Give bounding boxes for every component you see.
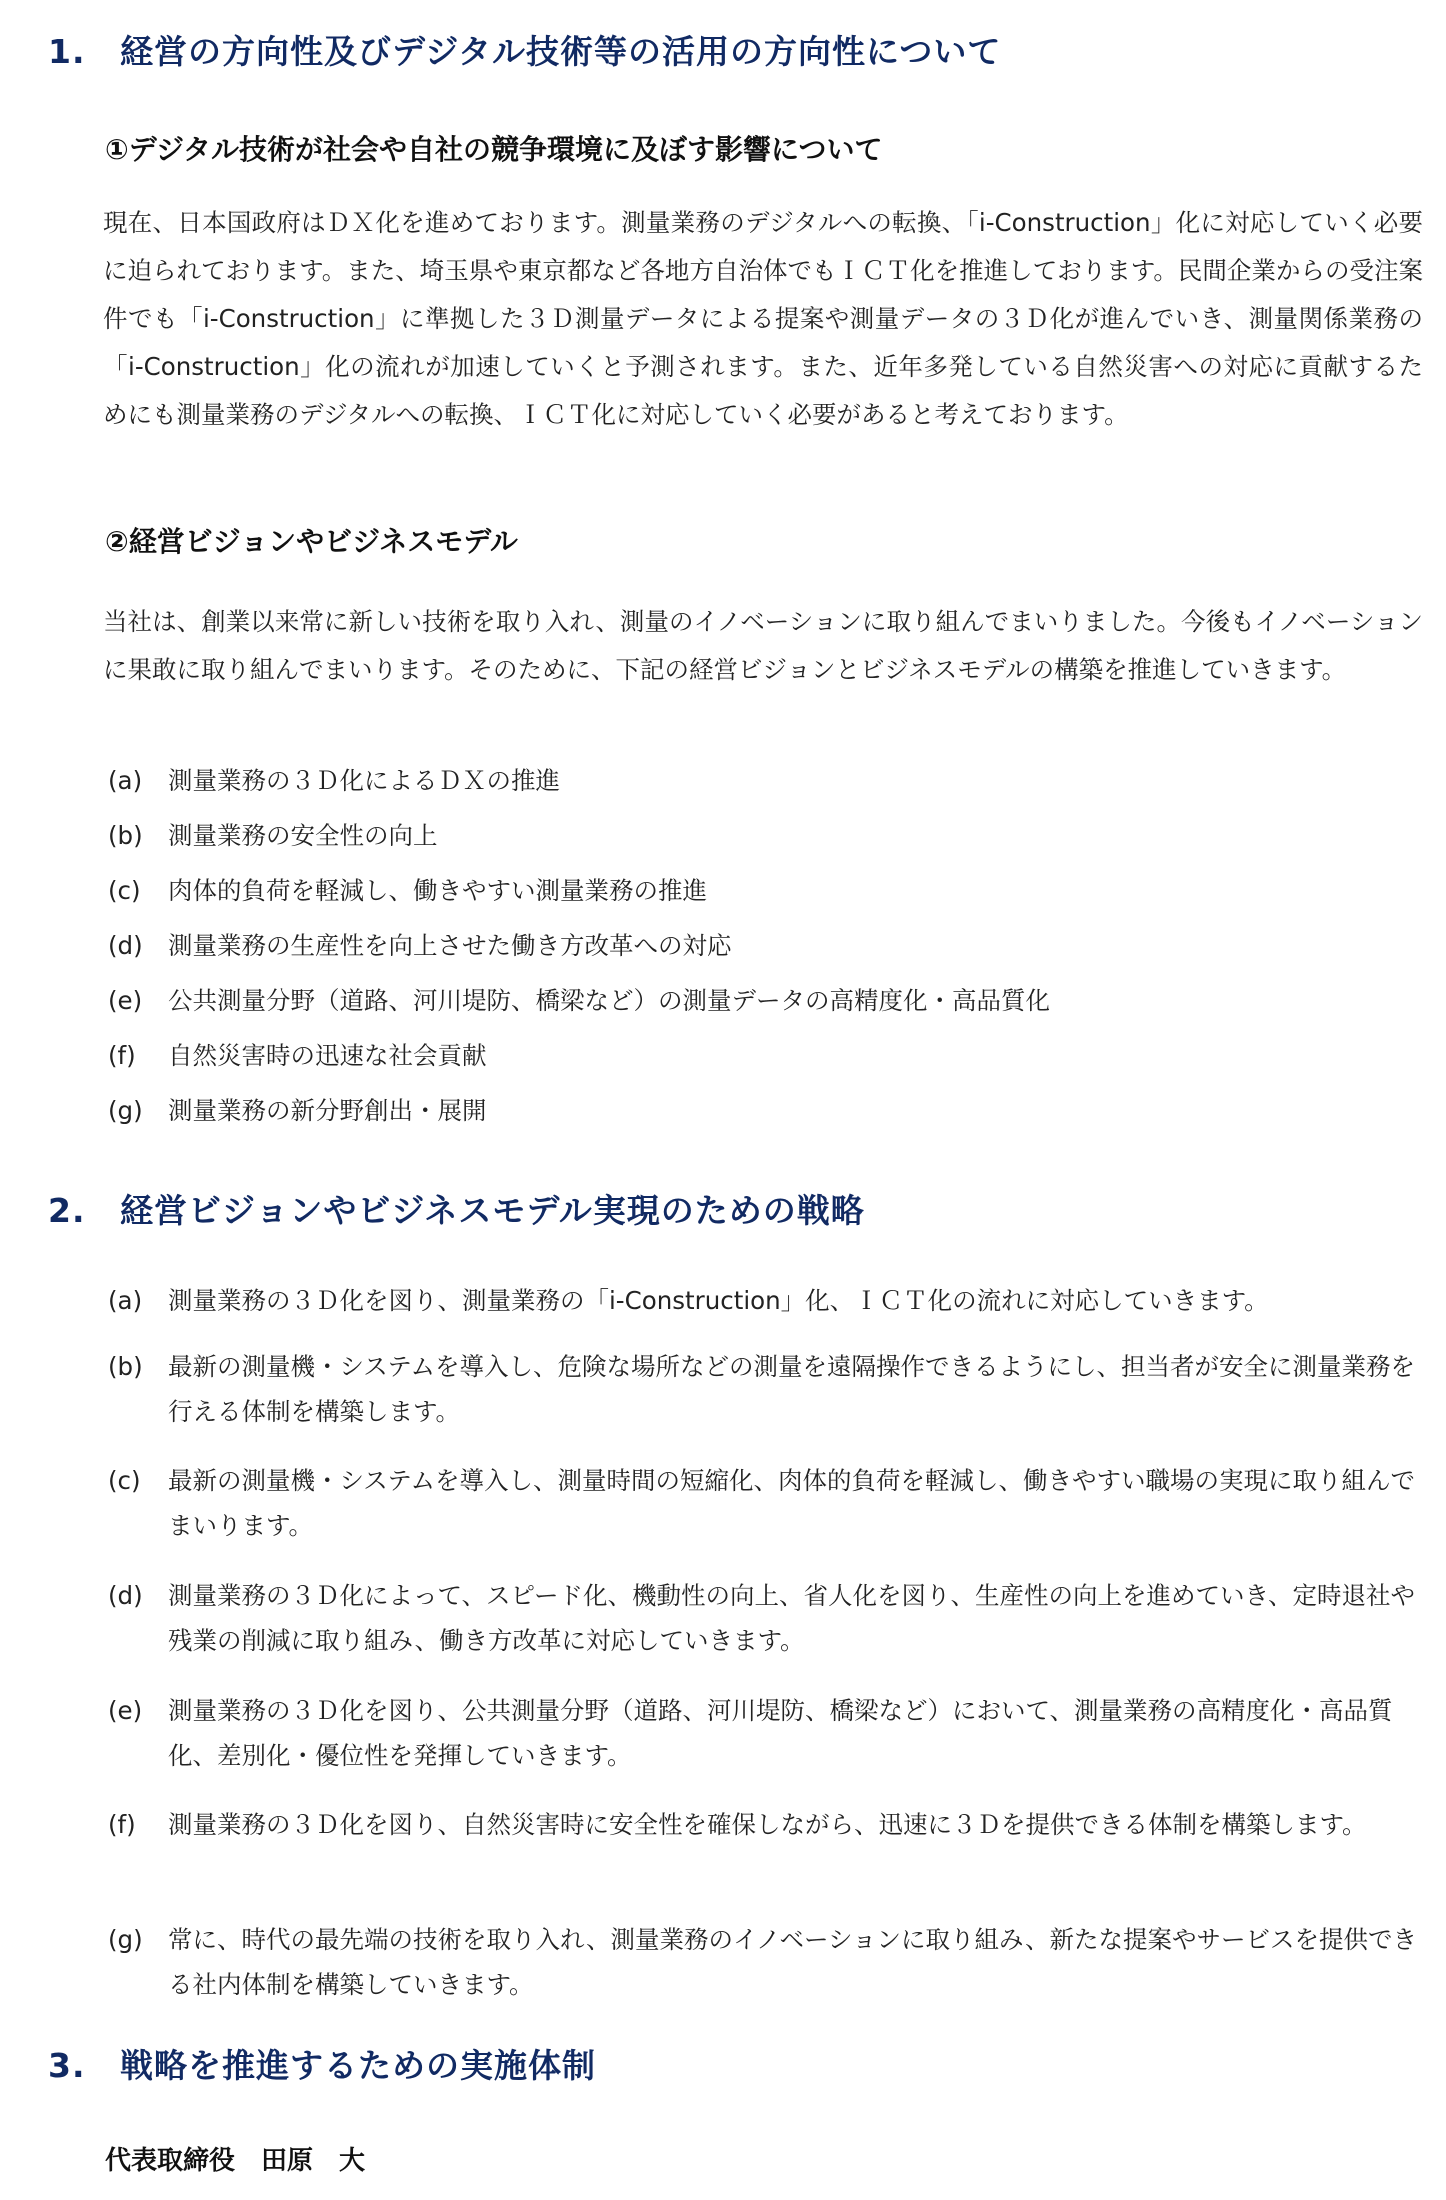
list-text: 測量業務の生産性を向上させた働き方改革への対応 bbox=[168, 931, 732, 960]
subsection-1-1-body: 現在、日本国政府はＤＸ化を進めております。測量業務のデジタルへの転換、「i-Construction」化に対応していく必要に迫られております。また、埼玉県や東京都など各地方自治体でもＩＣＴ化を推進しております。民間企業からの受注案件でも「i-Construction」に準拠した３Ｄ測量データによる提案や測量データの３Ｄ化が進んでいき、測量関係業務の「i-Construction」化の流れが加速していくと予測されます。また、近年多発している自然災害への対応に貢献するためにも測量業務のデジタルへの転換、ＩＣＴ化に対応していく必要があると考えております。 bbox=[103, 208, 1423, 429]
list-text: 最新の測量機・システムを導入し、危険な場所などの測量を遠隔操作できるようにし、担当者が安全に測量業務を行える体制を構築します。 bbox=[168, 1352, 1416, 1426]
section-3-title: 戦略を推進するための実施体制 bbox=[120, 2046, 596, 2085]
list-text: 公共測量分野（道路、河川堤防、橋梁など）の測量データの高精度化・高品質化 bbox=[168, 986, 1050, 1015]
list-marker: (e) bbox=[108, 1696, 143, 1725]
list-text: 最新の測量機・システムを導入し、測量時間の短縮化、肉体的負荷を軽減し、働きやすい職場の実現に取り組んでまいります。 bbox=[168, 1466, 1416, 1540]
section-2-number: 2. bbox=[48, 1191, 86, 1230]
list-marker: (g) bbox=[108, 1096, 143, 1125]
vision-item-e bbox=[108, 978, 1423, 1023]
list-text: 測量業務の新分野創出・展開 bbox=[168, 1096, 487, 1125]
vision-item-a bbox=[108, 758, 1423, 803]
section-1-heading bbox=[48, 26, 1001, 73]
section-1-number: 1. bbox=[48, 32, 86, 71]
list-text: 測量業務の安全性の向上 bbox=[168, 821, 438, 850]
list-text: 自然災害時の迅速な社会貢献 bbox=[168, 1041, 487, 1070]
vision-item-f bbox=[108, 1033, 1423, 1078]
section-1-title: 経営の方向性及びデジタル技術等の活用の方向性について bbox=[120, 32, 1002, 71]
strategy-item-c bbox=[108, 1458, 1423, 1548]
list-marker: (c) bbox=[108, 1466, 141, 1495]
section-2-title: 経営ビジョンやビジネスモデル実現のための戦略 bbox=[120, 1191, 865, 1230]
strategy-item-d bbox=[108, 1573, 1423, 1663]
list-text: 測量業務の３Ｄ化を図り、公共測量分野（道路、河川堤防、橋梁など）において、測量業務の高精度化・高品質化、差別化・優位性を発揮していきます。 bbox=[168, 1696, 1393, 1770]
section-3-heading bbox=[48, 2040, 596, 2087]
strategy-item-g bbox=[108, 1917, 1423, 2007]
list-marker: (a) bbox=[108, 1286, 143, 1315]
vision-item-d bbox=[108, 923, 1423, 968]
list-text: 測量業務の３Ｄ化によるＤＸの推進 bbox=[168, 766, 560, 795]
list-text: 測量業務の３Ｄ化を図り、自然災害時に安全性を確保しながら、迅速に３Ｄを提供できる体制を構築します。 bbox=[168, 1810, 1367, 1839]
list-marker: (d) bbox=[108, 931, 143, 960]
strategy-item-e bbox=[108, 1688, 1423, 1778]
list-marker: (c) bbox=[108, 876, 141, 905]
list-marker: (g) bbox=[108, 1925, 143, 1954]
list-marker: (f) bbox=[108, 1810, 136, 1839]
vision-item-b bbox=[108, 813, 1423, 858]
subsection-1-1-heading: ①デジタル技術が社会や自社の競争環境に及ぼす影響について bbox=[105, 133, 883, 166]
list-marker: (f) bbox=[108, 1041, 136, 1070]
subsection-1-2-body: 当社は、創業以来常に新しい技術を取り入れ、測量のイノベーションに取り組んでまいりました。今後もイノベーションに果敢に取り組んでまいります。そのために、下記の経営ビジョンとビジネスモデルの構築を推進していきます。 bbox=[103, 607, 1423, 684]
vision-item-g bbox=[108, 1088, 1423, 1133]
list-text: 肉体的負荷を軽減し、働きやすい測量業務の推進 bbox=[168, 876, 707, 905]
representative-signature: 代表取締役 田原 大 bbox=[105, 2146, 366, 2176]
list-marker: (e) bbox=[108, 986, 143, 1015]
vision-item-c bbox=[108, 868, 1423, 913]
strategy-item-a bbox=[108, 1278, 1423, 1323]
strategy-item-f bbox=[108, 1802, 1423, 1847]
strategy-item-b bbox=[108, 1344, 1423, 1434]
list-text: 常に、時代の最先端の技術を取り入れ、測量業務のイノベーションに取り組み、新たな提案やサービスを提供できる社内体制を構築していきます。 bbox=[168, 1925, 1418, 1999]
list-text: 測量業務の３Ｄ化を図り、測量業務の「i-Construction」化、ＩＣＴ化の流れに対応していきます。 bbox=[168, 1286, 1269, 1315]
list-marker: (a) bbox=[108, 766, 143, 795]
list-text: 測量業務の３Ｄ化によって、スピード化、機動性の向上、省人化を図り、生産性の向上を進めていき、定時退社や残業の削減に取り組み、働き方改革に対応していきます。 bbox=[168, 1581, 1416, 1655]
list-marker: (b) bbox=[108, 821, 143, 850]
section-2-heading bbox=[48, 1185, 865, 1232]
subsection-1-2-heading: ②経営ビジョンやビジネスモデル bbox=[105, 525, 518, 558]
list-marker: (b) bbox=[108, 1352, 143, 1381]
list-marker: (d) bbox=[108, 1581, 143, 1610]
section-3-number: 3. bbox=[48, 2046, 86, 2085]
